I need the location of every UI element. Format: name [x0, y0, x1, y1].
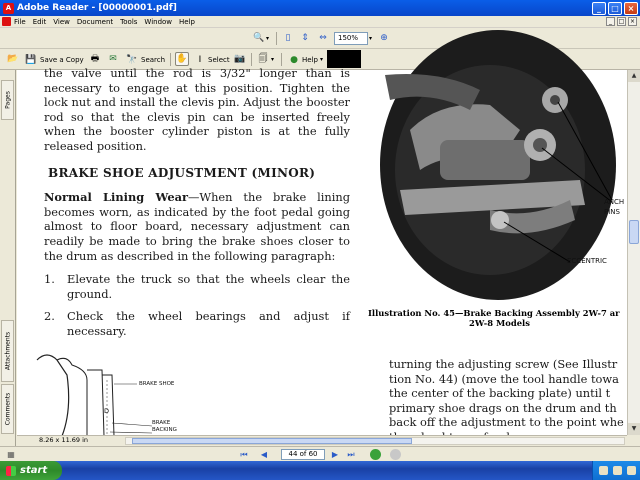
step-text: Elevate the truck so that the wheels clear the ground. — [67, 272, 350, 301]
doc-close-button[interactable]: × — [629, 18, 636, 25]
text-line: primary shoe drags on the drum and th — [389, 400, 617, 415]
actual-size-icon[interactable]: ▯ — [285, 33, 291, 43]
previous-page-button[interactable]: ◀ — [260, 450, 268, 459]
document-window-controls — [606, 17, 637, 26]
callout-eccentric: ECCENTRIC — [567, 257, 607, 265]
tab-attachments-label: Attachments — [4, 331, 11, 371]
menu-tools[interactable]: Tools — [120, 17, 138, 26]
paragraph-booster-rod: the valve until the rod is 3/32" longer than is necessary to engage at this position. Tighten the lock nut and install the clevis pin. Adjust the booster rod so that the clevis pin can be inserted freely when the booster cylinder piston is at the fully released position. — [44, 66, 350, 153]
right-text-column — [389, 357, 629, 445]
step-number: 1. — [44, 272, 55, 287]
list-item — [44, 309, 350, 338]
document-icon — [2, 17, 11, 26]
page-size-bar — [17, 435, 627, 445]
first-page-button[interactable]: ⏮ — [240, 450, 248, 459]
zoom-level-input[interactable]: 150% — [334, 32, 368, 45]
hand-tool-icon[interactable]: ✋ — [176, 54, 188, 64]
zoom-menu-arrow[interactable]: ▾ — [266, 35, 270, 42]
navigation-pane — [0, 70, 16, 446]
caption-line-2: 2W-8 Models — [469, 318, 530, 328]
brake-drum-diagram — [32, 350, 222, 436]
toolbar-separator — [281, 53, 282, 66]
search-label: Search — [141, 55, 166, 64]
fit-page-icon[interactable]: ⇕ — [301, 33, 309, 43]
text-line: tion No. 44) (move the tool handle towa — [389, 371, 619, 386]
section-heading: BRAKE SHOE ADJUSTMENT (MINOR) — [48, 165, 316, 180]
text-line: back off the adjustment to the point whe — [389, 415, 624, 430]
figure-caption — [368, 308, 627, 328]
select-label: Select — [208, 55, 230, 64]
paragraph-body: —When the brake lining becomes worn, as indicated by the foot pedal going almost to floor board, necessary adjustment can readily be made to bring the brake shoes closer to the drum as described in the following paragraph: — [44, 190, 351, 263]
vertical-scrollbar[interactable] — [627, 70, 640, 435]
menu-document[interactable]: Document — [76, 17, 114, 26]
diagram-label-backing: BACKING — [152, 427, 177, 433]
scroll-up-arrow[interactable]: ▲ — [628, 70, 640, 82]
tab-comments[interactable] — [1, 384, 14, 434]
help-button[interactable] — [287, 52, 323, 67]
snapshot-icon[interactable]: 📷 — [234, 54, 246, 64]
tab-attachments[interactable] — [1, 320, 14, 382]
help-label: Help — [302, 55, 318, 64]
select-tool-button[interactable] — [193, 52, 230, 67]
vertical-scroll-thumb[interactable] — [629, 220, 639, 244]
adobe-reader-icon: A — [3, 3, 14, 14]
help-icon: ● — [290, 54, 298, 65]
windows-logo-icon — [6, 466, 16, 476]
search-button[interactable] — [125, 52, 165, 67]
layout-grid-icon[interactable]: ▦ — [7, 450, 15, 459]
horizontal-scrollbar[interactable] — [125, 437, 625, 445]
fit-width-icon[interactable]: ⇔ — [319, 33, 327, 43]
text-line: turning the adjusting screw (See Illustr — [389, 357, 618, 371]
zoom-dropdown-arrow[interactable]: ▾ — [369, 35, 373, 42]
horizontal-scroll-thumb[interactable] — [132, 438, 412, 444]
binoculars-icon: 🔭 — [126, 54, 138, 65]
save-a-copy-button[interactable] — [24, 52, 84, 67]
next-page-button[interactable]: ▶ — [331, 450, 339, 459]
start-label: start — [20, 465, 48, 476]
pages-menu-arrow[interactable]: ▾ — [271, 56, 275, 63]
tab-pages-label: Pages — [4, 91, 11, 109]
pages-icon[interactable]: 🗐 — [258, 54, 268, 64]
system-tray — [592, 461, 640, 480]
diagram-label-brake-shoe: BRAKE SHOE — [139, 381, 175, 387]
diagram-label-d: D — [104, 407, 110, 415]
save-a-copy-label: Save a Copy — [40, 55, 84, 64]
close-button[interactable]: × — [624, 2, 638, 15]
doc-restore-button[interactable]: □ — [618, 18, 625, 25]
step-text: Check the wheel bearings and adjust if necessary. — [67, 309, 350, 338]
subheading-normal-lining-wear: Normal Lining Wear — [44, 190, 188, 205]
scroll-down-arrow[interactable]: ▼ — [628, 423, 640, 435]
open-folder-icon[interactable]: 📂 — [7, 54, 19, 64]
menu-help[interactable]: Help — [179, 17, 195, 26]
previous-view-icon[interactable] — [370, 449, 381, 460]
title-bar — [0, 0, 640, 16]
disk-icon: 💾 — [25, 54, 37, 65]
caption-line-1: Illustration No. 45—Brake Backing Assembly 2W-7 ar — [368, 308, 620, 318]
window-title: Adobe Reader - [00000001.pdf] — [17, 3, 177, 13]
document-view[interactable] — [17, 66, 627, 435]
brake-backing-photo — [380, 70, 627, 304]
tray-security-icon[interactable] — [627, 466, 636, 475]
menu-edit[interactable]: Edit — [32, 17, 47, 26]
step-number: 2. — [44, 309, 55, 324]
text-cursor-icon: I — [198, 54, 202, 65]
menu-file[interactable]: File — [14, 17, 26, 26]
last-page-button[interactable]: ⏭ — [347, 450, 355, 459]
page-navigation-bar — [0, 446, 640, 461]
tab-comments-label: Comments — [4, 392, 11, 426]
tab-pages[interactable] — [1, 80, 14, 120]
maximize-button[interactable]: □ — [608, 2, 622, 15]
minimize-button[interactable]: _ — [592, 2, 606, 15]
start-button[interactable] — [0, 461, 62, 480]
paragraph-normal-lining-wear — [44, 190, 350, 263]
callout-pins: PINS — [604, 208, 620, 216]
toolbar-separator — [251, 53, 252, 66]
zoom-out-icon[interactable]: ⊕ — [380, 33, 388, 43]
print-icon[interactable]: 🖶 — [90, 54, 100, 64]
left-text-column — [44, 66, 351, 347]
menu-bar — [0, 16, 640, 28]
toolbar-separator — [170, 53, 171, 66]
page-size-label: 8.26 x 11.69 in — [39, 436, 89, 444]
toolbar-separator — [276, 32, 277, 45]
text-line: the center of the backing plate) until t — [389, 386, 611, 401]
next-view-icon[interactable] — [390, 449, 401, 460]
tray-network-icon[interactable] — [599, 466, 608, 475]
steps-list — [44, 272, 350, 338]
doc-minimize-button[interactable]: _ — [606, 17, 615, 26]
tray-volume-icon[interactable] — [613, 466, 622, 475]
callout-anchor: ANCH — [604, 198, 625, 206]
email-icon[interactable]: ✉ — [109, 54, 117, 64]
help-menu-arrow: ▾ — [319, 56, 323, 63]
windows-taskbar — [0, 461, 640, 480]
menu-window[interactable]: Window — [144, 17, 173, 26]
page-number-input[interactable]: 44 of 60 — [281, 449, 325, 460]
menu-view[interactable]: View — [53, 17, 70, 26]
list-item — [44, 272, 350, 301]
zoom-in-icon[interactable]: 🔍 — [253, 33, 265, 43]
diagram-label-brake: BRAKE — [152, 420, 171, 426]
